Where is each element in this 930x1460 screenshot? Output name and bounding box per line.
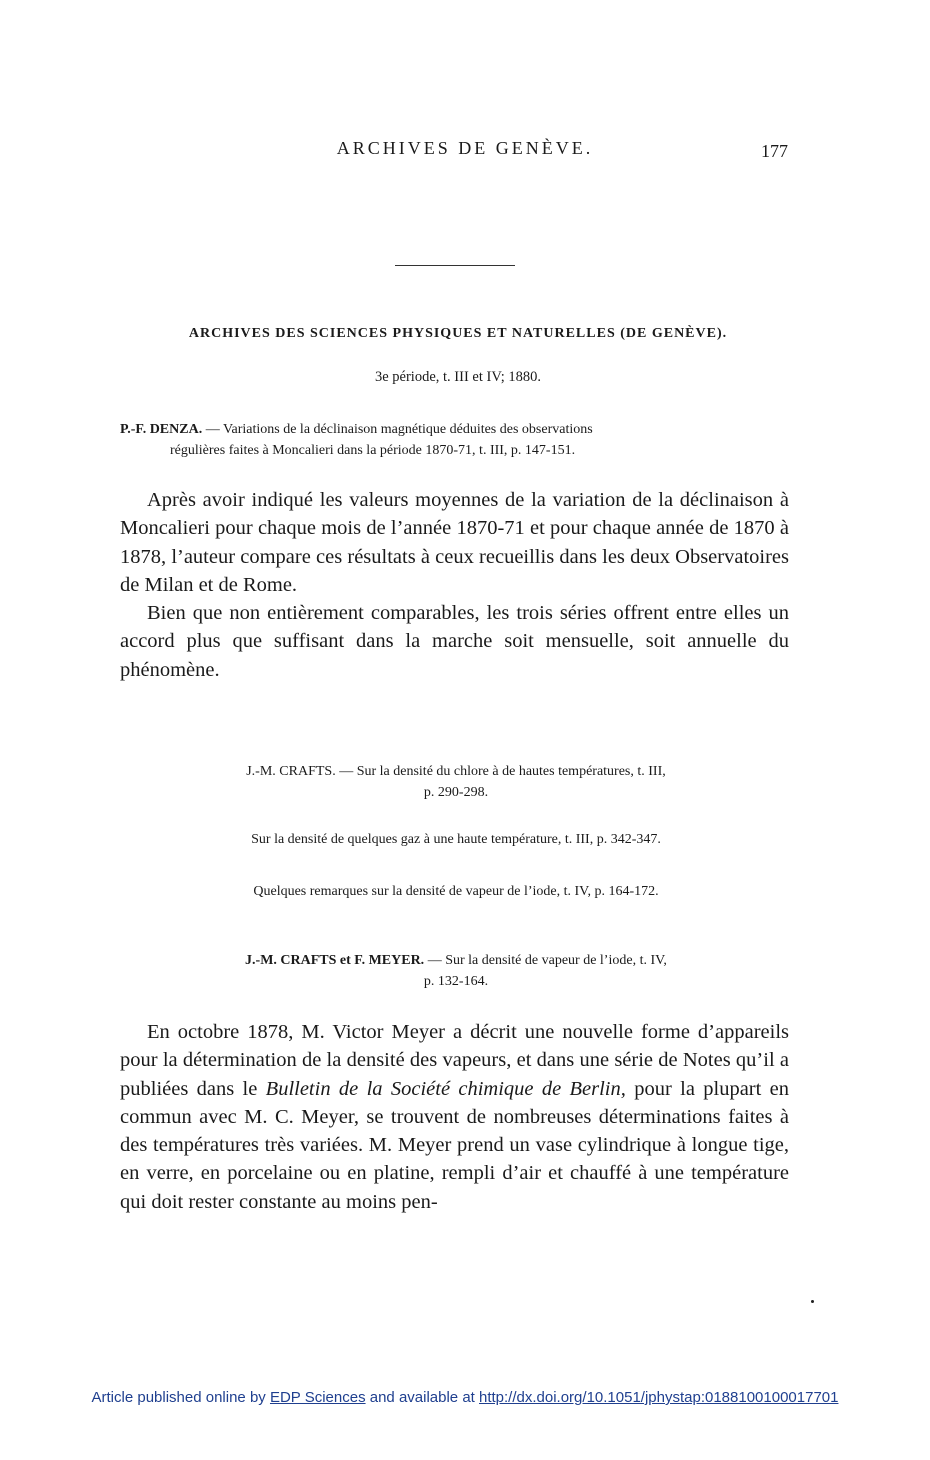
crafts-meyer-title-line2: p. 132-164. [423,974,489,989]
crafts-meyer-reference [120,950,792,992]
crafts-title-line2: p. 290-298. [423,785,489,800]
journal-subtitle: 3e période, t. III et IV; 1880. [374,369,542,385]
crafts-title-line1: — Sur la densité du chlore à de hautes températures, t. III, [335,764,666,779]
denza-title-line2: régulières faites à Moncalieri dans la période 1870-71, t. III, p. 147-151. [170,443,576,458]
publication-footer [0,1389,930,1406]
denza-title-line1: — Variations de la déclinaison magnétique déduites des observations [202,422,593,437]
denza-paragraph-2: Bien que non entièrement comparables, les trois séries offrent entre elles un accord plus que suffisant dans la marche soit mensuelle, soit annuelle du phénomène. [120,602,789,681]
bulletin-citation: Bulletin de la Société chimique de Berlin, [265,1077,626,1100]
denza-reference [120,419,792,461]
crafts-note-2: Quelques remarques sur la densité de vapeur de l’iode, t. IV, p. 164-172. [253,884,659,899]
page-number: 177 [761,141,788,161]
footer-middle: and available at [365,1389,479,1406]
doi-link[interactable]: http://dx.doi.org/10.1051/jphystap:0188100100017701 [479,1389,839,1406]
paragraph-text-before: En octobre 1878, M. Victor Meyer a décrit une nouvelle forme d’appareils pour la détermination de la densité des vapeurs, et dans une série de Notes qu’il a publiées dans le [120,1021,789,1100]
crafts-author: J.-M. CRAFTS. [246,764,336,779]
stray-mark [811,1300,814,1303]
crafts-meyer-author: J.-M. CRAFTS et F. MEYER. [245,953,425,968]
crafts-reference [120,761,792,803]
crafts-meyer-paragraph [120,1018,789,1216]
denza-author: P.-F. DENZA. [120,422,203,437]
crafts-meyer-abstract [120,1018,789,1216]
journal-title: ARCHIVES DES SCIENCES PHYSIQUES ET NATURELLES (DE GENÈVE). [188,326,728,341]
paragraph-text-after: pour la plupart en commun avec M. C. Meyer, se trouvent de nombreuses déterminations faites à des températures très variées. M. Meyer prend un vase cylindrique à longue tige, en verre, en porcelaine ou en platine, rempli d’air et chauffé à une température qui doit rester constante au moins pen- [120,1077,789,1213]
publisher-link[interactable]: EDP Sciences [269,1389,366,1406]
running-head: ARCHIVES DE GENÈVE. [336,138,594,158]
section-divider [395,265,515,266]
denza-paragraph-1: Après avoir indiqué les valeurs moyennes de la variation de la déclinaison à Moncalieri pour chaque mois de l’année 1870-71 et pour chaque année de 1870 à 1878, l’auteur compare ces résultats à ceux recueillis dans les deux Observatoires de Milan et de Rome. [120,489,789,596]
denza-abstract [120,486,789,684]
footer-prefix: Article published online by [91,1389,270,1406]
crafts-meyer-title-line1: — Sur la densité de vapeur de l’iode, t. IV, [424,953,667,968]
crafts-note-1: Sur la densité de quelques gaz à une haute température, t. III, p. 342-347. [251,832,661,847]
